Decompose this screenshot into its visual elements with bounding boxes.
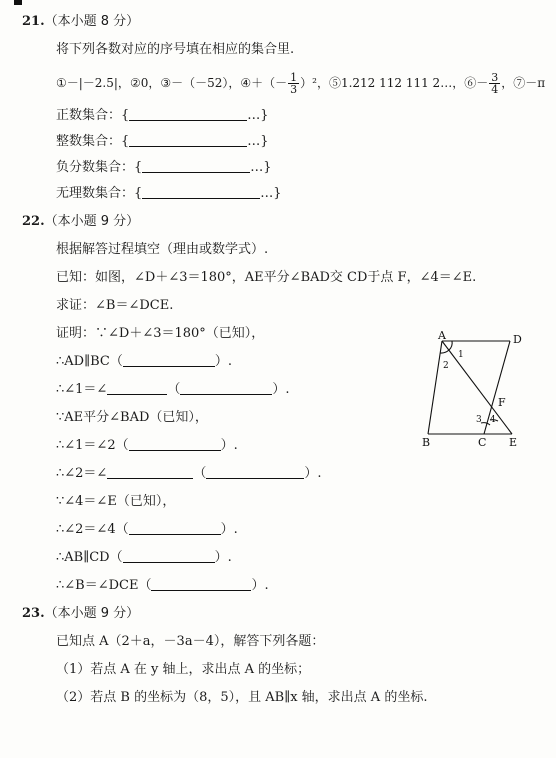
step-text: ∴∠B＝∠DCE（: [56, 578, 152, 593]
q21-item-2: ②0，: [129, 76, 161, 90]
q22-step-9: [56, 550, 232, 566]
q21-item-7: ⑦－π: [513, 76, 546, 90]
q21-instruction: 将下列各数对应的序号填在相应的集合里.: [56, 42, 295, 57]
q22-step-6: [56, 466, 321, 482]
q21-item-6-post: ，: [501, 76, 514, 90]
answer-blank[interactable]: [142, 186, 260, 199]
q21-item-4-post: ）²，: [300, 76, 329, 90]
label-angle-3: 3: [476, 415, 482, 425]
step-text: ）.: [220, 522, 238, 537]
q22-geometry-figure: [418, 330, 554, 448]
angle-3-arc: [481, 423, 490, 425]
q22-step-7: [56, 494, 175, 510]
label-point-d: D: [513, 333, 522, 346]
q21-points: （本小题 8 分）: [44, 14, 140, 29]
set-label: 正数集合：{: [56, 108, 130, 123]
step-text: ∴∠2＝∠: [56, 466, 108, 481]
q22-prove: 求证：∠B＝∠DCE.: [56, 298, 174, 313]
set-tail: …}: [260, 186, 282, 201]
q23-header: [22, 606, 139, 622]
step-text: （: [193, 466, 207, 481]
label-angle-4: 4: [490, 415, 496, 425]
answer-blank[interactable]: [180, 382, 272, 395]
q22-points: （本小题 9 分）: [44, 214, 140, 229]
q22-step-2: [56, 354, 232, 370]
step-text: ∵AE平分∠BAD（已知），: [56, 410, 208, 425]
answer-blank[interactable]: [129, 134, 247, 147]
q22-step-4: [56, 410, 208, 426]
step-text: ）.: [304, 466, 322, 481]
q21-item-6-fraction: $\frac{3}{4}$: [491, 71, 499, 96]
segment-ab: [428, 341, 442, 434]
q21-item-6-pre: ⑥－: [464, 76, 489, 90]
q23-part-2: （2）若点 B 的坐标为（8，5），且 AB∥x 轴，求出点 A 的坐标.: [56, 690, 428, 705]
answer-blank[interactable]: [129, 108, 247, 121]
answer-blank[interactable]: [123, 550, 215, 563]
q22-step-5: [56, 438, 238, 454]
step-text: ∴AD∥BC（: [56, 354, 123, 369]
q22-instruction: 根据解答过程填空（理由或数学式）.: [56, 242, 269, 257]
step-text: ∴∠1＝∠: [56, 382, 108, 397]
answer-blank[interactable]: [206, 466, 304, 479]
step-text: ）.: [214, 550, 232, 565]
q21-set-positive: [56, 108, 269, 124]
q22-step-1: [56, 326, 264, 342]
label-point-e: E: [509, 436, 518, 448]
set-label: 负分数集合：{: [56, 160, 143, 175]
step-text: ∴∠2＝∠4（: [56, 522, 129, 537]
q21-set-irrational: [56, 186, 282, 202]
q23-number: 23.: [22, 606, 45, 621]
set-tail: …}: [250, 160, 272, 175]
q22-step-10: [56, 578, 269, 594]
q22-given: 已知：如图，∠D＋∠3＝180°，AE平分∠BAD交 CD于点 F，∠4＝∠E.: [56, 270, 477, 285]
q22-header: [22, 214, 139, 230]
angle-1-arc: [449, 341, 452, 350]
q21-set-negative-fraction: [56, 160, 272, 176]
q22-step-8: [56, 522, 238, 538]
set-tail: …}: [247, 108, 269, 123]
q22-step-3: [56, 382, 289, 398]
answer-blank[interactable]: [107, 382, 167, 395]
step-text: （: [167, 382, 181, 397]
answer-blank[interactable]: [129, 522, 221, 535]
q21-item-4-fraction: $\frac{1}{3}$: [290, 71, 298, 96]
page-corner-mark: [14, 0, 22, 5]
step-text: ）.: [272, 382, 290, 397]
q23-part-1: （1）若点 A 在 y 轴上，求出点 A 的坐标；: [56, 662, 311, 677]
label-point-b: B: [422, 436, 431, 448]
set-tail: …}: [247, 134, 269, 149]
q21-set-integer: [56, 134, 269, 150]
q21-item-1: ①－|－2.5|，: [56, 76, 130, 90]
q21-number: 21.: [22, 14, 45, 29]
answer-blank[interactable]: [123, 354, 215, 367]
step-text: ∴∠1＝∠2（: [56, 438, 129, 453]
label-point-a: A: [438, 330, 446, 342]
q22-number: 22.: [22, 214, 45, 229]
step-text: ∴AB∥CD（: [56, 550, 123, 565]
q21-item-4-pre: ④＋（－: [240, 76, 288, 90]
step-text: ）.: [214, 354, 232, 369]
label-point-c: C: [478, 436, 487, 448]
set-label: 无理数集合：{: [56, 186, 143, 201]
q21-item-5: ⑤1.212 112 111 2…，: [328, 76, 465, 90]
label-angle-2: 2: [443, 361, 449, 371]
step-text: ）.: [220, 438, 238, 453]
label-point-f: F: [498, 396, 506, 409]
q21-item-3: ③－（－52），: [160, 76, 241, 90]
step-text: ）.: [251, 578, 269, 593]
q21-header: [22, 14, 139, 30]
answer-blank[interactable]: [107, 466, 193, 479]
q23-points: （本小题 9 分）: [44, 606, 140, 621]
q21-number-list: [56, 72, 545, 95]
q23-intro: 已知点 A（2＋a，－3a－4），解答下列各题：: [56, 634, 325, 649]
step-text: 证明：∵∠D＋∠3＝180°（已知），: [56, 326, 265, 341]
answer-blank[interactable]: [151, 578, 251, 591]
angle-2-arc: [440, 350, 449, 353]
answer-blank[interactable]: [129, 438, 221, 451]
label-angle-1: 1: [458, 350, 464, 360]
step-text: ∵∠4＝∠E（已知），: [56, 494, 176, 509]
set-label: 整数集合：{: [56, 134, 130, 149]
answer-blank[interactable]: [142, 160, 250, 173]
